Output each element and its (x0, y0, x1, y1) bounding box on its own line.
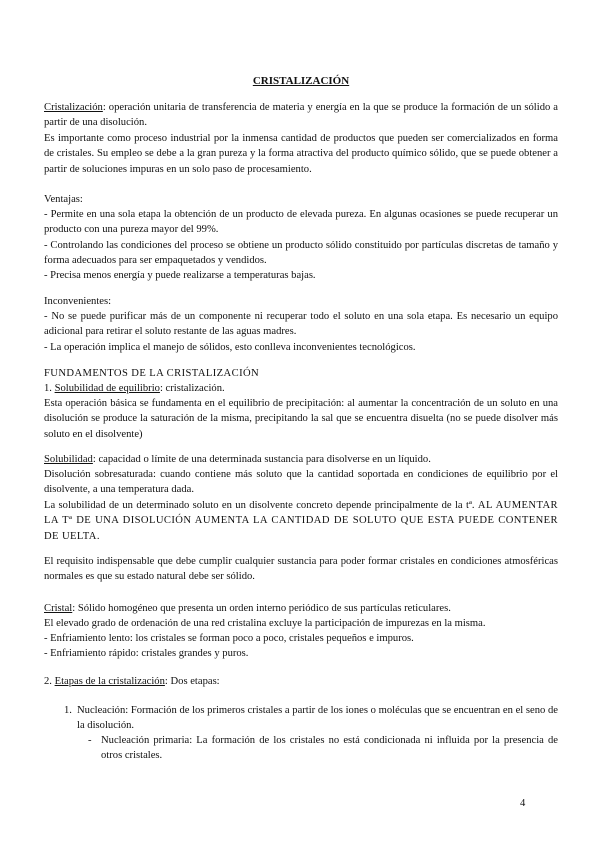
slow-cooling: - Enfriamiento lento: los cristales se forman poco a poco, cristales pequeños e impuros. (44, 633, 414, 644)
intro-definition (44, 100, 558, 131)
solubility-def-text: : capacidad o límite de una determinada sustancia para disolverse en un líquido. (92, 454, 431, 465)
solubility-temperature (44, 498, 558, 544)
advantage-item: - Precisa menos energía y puede realizarse a temperaturas bajas. (44, 270, 316, 281)
advantage-item: - Controlando las condiciones del proceso se obtiene un producto sólido constituido por partículas discretas de tamaño y forma adecuados para ser empaquetados y vendidos. (44, 240, 558, 267)
sublist-dash: - (88, 735, 92, 746)
crystal-definition (44, 601, 558, 616)
advantage-item: - Permite en una sola etapa la obtención de un producto de elevada pureza. En algunas ocasiones se puede recuperar un producto con una pureza mayor del 99%. (44, 209, 558, 236)
sublist-item-text: Nucleación primaria: La formación de los cristales no está condicionada ni influida por la presencia de otros cristales. (101, 735, 558, 762)
sublist-item-primaria (44, 733, 558, 764)
advantages-heading: Ventajas: (44, 194, 83, 205)
solubility-caps-statement: AL AUMENTAR LA Tª DE UNA DISOLUCIÓN AUMENTA LA CANTIDAD DE SOLUTO QUE ESTA PUEDE CONTENER DE UELTA. (44, 500, 558, 542)
disadvantage-item: - La operación implica el manejo de sólidos, esto conlleva inconvenientes tecnológicos. (44, 342, 416, 353)
requirement-paragraph: El requisito indispensable que debe cumplir cualquier sustancia para poder formar cristales en condiciones atmosféricas normales es que su estado natural debe ser sólido. (44, 556, 558, 583)
section-1-heading (44, 381, 558, 396)
section-1-number: 1. (44, 383, 55, 394)
solubility-definition (44, 452, 558, 467)
solubility-depends-text: La solubilidad de un determinado soluto en un disolvente concreto depende principalmente de la tª. (44, 500, 475, 511)
list-item-text: Nucleación: Formación de los primeros cristales a partir de los iones o moléculas que se encuentran en el seno de la disolución. (77, 705, 558, 732)
section-1-text: Esta operación básica se fundamenta en el equilibrio de precipitación: al aumentar la concentración de un soluto en una disolución se produce la saturación de la misma, precipitando la sal que se encuentra disuelta (no se puede disolver más soluto en el disolvente) (44, 398, 558, 440)
disadvantages-heading: Inconvenientes: (44, 296, 112, 307)
list-item-nucleacion (44, 703, 558, 734)
crystal-def-text: : Sólido homogéneo que presenta un orden interno periódico de sus partículas reticulares. (72, 603, 451, 614)
page-number: 4 (520, 798, 526, 809)
disadvantage-item: - No se puede purificar más de un componente ni recuperar todo el soluto en una sola etapa. Es necesario un equipo adicional para retirar el soluto restante de las aguas madres. (44, 311, 558, 338)
term-cristal: Cristal (44, 603, 73, 614)
term-solubilidad: Solubilidad (44, 454, 93, 465)
intro-def-text: : operación unitaria de transferencia de materia y energía en la que se produce la formación de un sólido a partir de una disolución. (44, 102, 558, 129)
list-item-number: 1. (64, 705, 72, 716)
supersaturated-definition: Disolución sobresaturada: cuando contiene más soluto que la cantidad soportada en condiciones de equilibrio por el disolvente, a una temperatura dada. (44, 469, 558, 496)
fundamentals-heading: FUNDAMENTOS DE LA CRISTALIZACIÓN (44, 368, 260, 379)
term-solubilidad-equilibrio: Solubilidad de equilibrio (54, 383, 160, 394)
section-2-heading (44, 674, 558, 689)
section-2-number: 2. (44, 676, 55, 687)
term-cristalizacion: Cristalización (44, 102, 103, 113)
section-2-rest: : Dos etapas: (164, 676, 220, 687)
term-etapas: Etapas de la cristalización (54, 676, 165, 687)
crystal-order: El elevado grado de ordenación de una red cristalina excluye la participación de impurezas en la misma. (44, 618, 486, 629)
section-1-rest: : cristalización. (159, 383, 225, 394)
intro-importance: Es importante como proceso industrial por la inmensa cantidad de productos que pueden ser comercializados en forma de cristales. Su empleo se debe a la gran pureza y la forma atractiva del producto químico sólido, que se puede obtener a partir de soluciones impuras en un solo paso de procesamiento. (44, 133, 558, 175)
fast-cooling: - Enfriamiento rápido: cristales grandes y puros. (44, 648, 249, 659)
page-title: CRISTALIZACIÓN (252, 75, 350, 87)
